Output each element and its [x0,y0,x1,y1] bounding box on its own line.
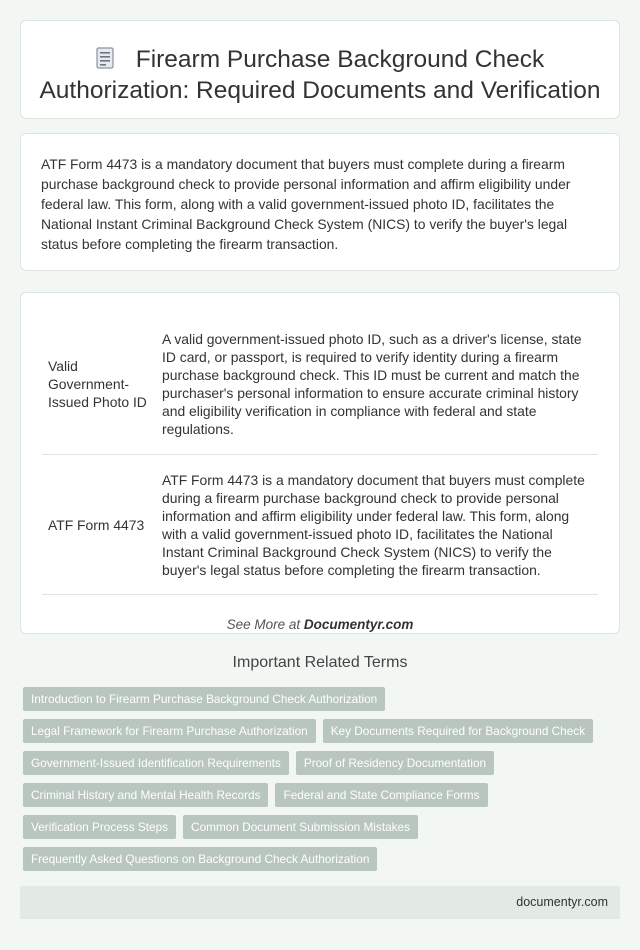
table-term: ATF Form 4473 [48,517,145,533]
related-tags [23,687,623,879]
related-tag[interactable]: Federal and State Compliance Forms [275,783,487,807]
see-more [42,617,598,632]
table-description: ATF Form 4473 is a mandatory document that buyers must complete during a firearm purchase background check to provide personal information and affirm eligibility under federal law. This form, along with a valid government-issued photo ID, facilitates the National Instant Criminal Background Check System (NICS) to verify the buyer's legal status before completing the firearm transaction. [162,472,585,578]
related-tag[interactable]: Frequently Asked Questions on Background Check Authorization [23,847,377,871]
page-title-text: Firearm Purchase Background Check Authorization: Required Documents and Verification [39,46,601,104]
related-tag[interactable]: Proof of Residency Documentation [296,751,494,775]
table-row [42,454,598,594]
related-tag[interactable]: Government-Issued Identification Requirements [23,751,289,775]
footer-site[interactable]: documentyr.com [516,895,608,909]
related-tag[interactable]: Common Document Submission Mistakes [183,815,418,839]
related-tag[interactable]: Verification Process Steps [23,815,176,839]
table-term: Valid Government-Issued Photo ID [48,358,147,411]
intro-text: ATF Form 4473 is a mandatory document that buyers must complete during a firearm purchase background check to provide personal information and affirm eligibility under federal law. This form, along with a valid government-issued photo ID, facilitates the National Instant Criminal Background Check System (NICS) to verify the buyer's legal status before completing the firearm transaction. [41,156,571,252]
related-tag[interactable]: Introduction to Firearm Purchase Background Check Authorization [23,687,385,711]
intro-card [20,133,620,271]
related-terms-heading: Important Related Terms [232,654,408,671]
table-card [20,292,620,634]
table-row [42,313,598,454]
table-description: A valid government-issued photo ID, such as a driver's license, state ID card, or passport, is required to verify identity during a firearm purchase background check. This ID must be current and match the purchaser's personal information to ensure accurate criminal history and eligibility verification in compliance with federal and state regulations. [162,331,582,438]
footer [20,886,620,919]
title-card [20,20,620,119]
page-title [21,45,619,105]
see-more-prefix: See More at [226,616,304,632]
document-icon [96,47,114,76]
see-more-link[interactable]: Documentyr.com [303,616,414,632]
related-tag[interactable]: Key Documents Required for Background Check [323,719,593,743]
related-tag[interactable]: Legal Framework for Firearm Purchase Authorization [23,719,316,743]
documents-table [42,313,598,595]
related-tag[interactable]: Criminal History and Mental Health Records [23,783,268,807]
